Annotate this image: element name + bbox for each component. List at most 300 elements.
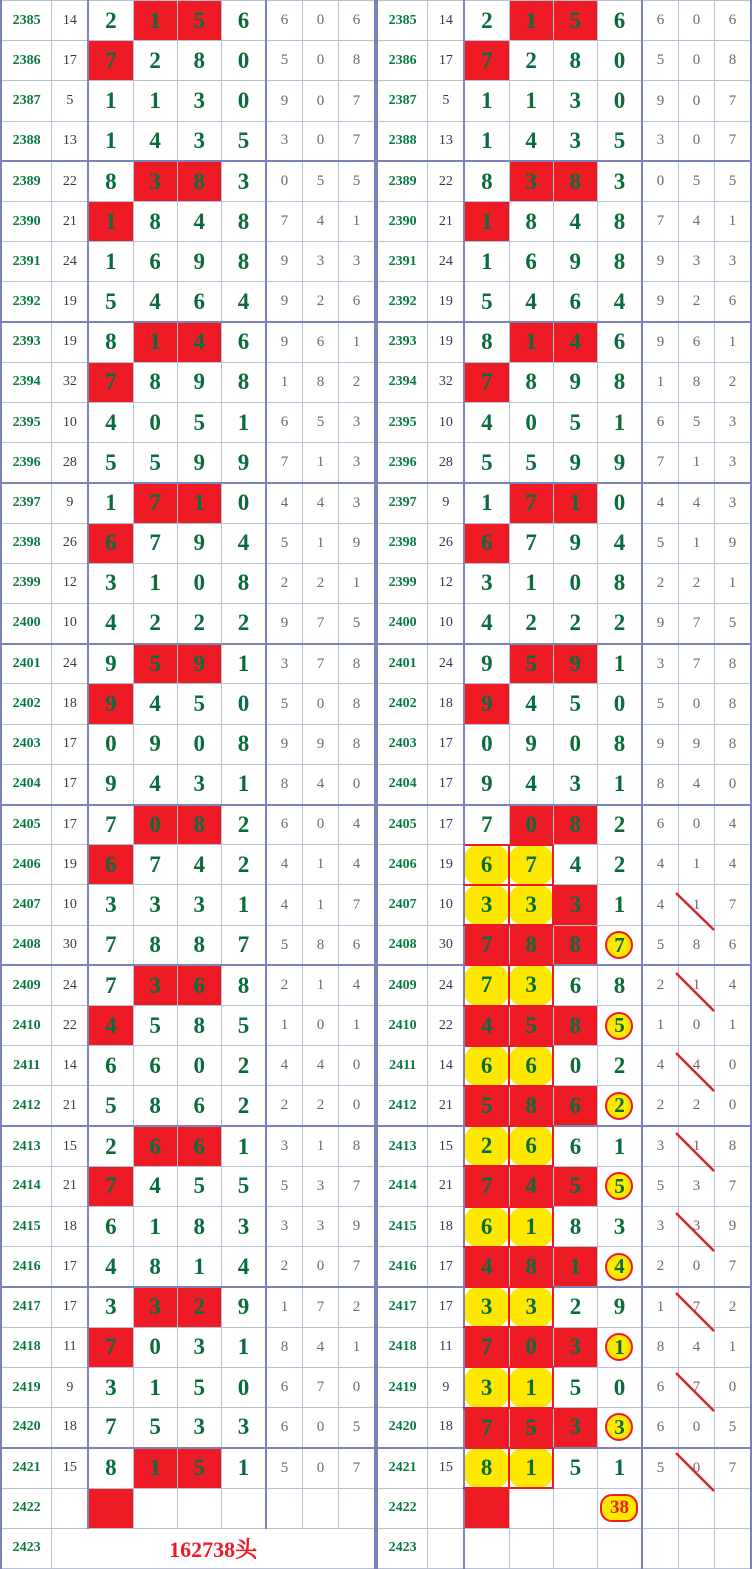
tail-cell: 2 (303, 1086, 339, 1126)
digit-cell (177, 322, 221, 362)
digit-cell (177, 965, 221, 1005)
digit-cell (88, 483, 133, 523)
digit-cell (133, 161, 177, 201)
tail-cell: 0 (679, 1006, 715, 1046)
row-id: 2390 (377, 202, 428, 242)
digit-value: 6 (613, 7, 626, 33)
tail-cell: 0 (679, 1247, 715, 1287)
row-id: 2394 (377, 362, 428, 402)
tail-cell (714, 1488, 751, 1528)
digit-value: 7 (480, 972, 493, 998)
tail-cell: 2 (679, 1086, 715, 1126)
tail-cell: 4 (679, 1327, 715, 1367)
digit-cell (177, 925, 221, 965)
digit-value: 9 (569, 449, 582, 475)
digit-value: 6 (569, 972, 582, 998)
digit-value: 1 (149, 329, 161, 355)
digit-cell (133, 202, 177, 242)
digit-cell (509, 242, 553, 282)
digit-value: 3 (105, 1374, 117, 1400)
digit-cell (133, 925, 177, 965)
digit-cell (553, 925, 597, 965)
row-sum: 21 (428, 1086, 464, 1126)
digit-cell (177, 644, 221, 684)
digit-cell (88, 1488, 133, 1528)
digit-value: 1 (105, 490, 117, 516)
tail-cell: 0 (303, 684, 339, 724)
digit-cell (553, 161, 597, 201)
row-sum: 17 (428, 41, 464, 81)
digit-cell (177, 1488, 221, 1528)
tail-cell: 0 (679, 81, 715, 121)
digit-cell (509, 1086, 553, 1126)
digit-cell (88, 161, 133, 201)
tail-cell: 2 (266, 965, 302, 1005)
row-sum: 30 (428, 925, 464, 965)
tail-cell: 8 (338, 684, 375, 724)
row-sum: 9 (428, 1367, 464, 1407)
digit-value: 9 (149, 731, 161, 757)
table-row (377, 764, 751, 804)
tail-cell: 7 (714, 81, 751, 121)
digit-value: 7 (149, 530, 161, 556)
tail-cell: 7 (338, 1247, 375, 1287)
tail-cell: 2 (266, 1247, 302, 1287)
row-id: 2413 (1, 1126, 52, 1166)
table-row (377, 41, 751, 81)
tail-cell: 6 (714, 1, 751, 41)
digit-value: 4 (149, 1173, 161, 1199)
digit-value: 5 (569, 1173, 582, 1199)
row-id: 2422 (377, 1488, 428, 1528)
digit-value: 0 (193, 1052, 206, 1078)
digit-cell (464, 1367, 509, 1407)
digit-value: 5 (525, 1414, 537, 1440)
tail-cell: 0 (303, 1006, 339, 1046)
digit-value: 0 (105, 731, 117, 757)
digit-cell (221, 1488, 266, 1528)
digit-value: 1 (613, 651, 626, 677)
digit-cell (177, 161, 221, 201)
digit-value: 3 (193, 127, 206, 153)
tail-cell: 9 (642, 282, 678, 322)
row-sum (428, 1528, 464, 1568)
row-sum: 19 (428, 322, 464, 362)
row-sum: 13 (428, 121, 464, 161)
digit-value: 5 (149, 651, 161, 677)
digit-cell (177, 1086, 221, 1126)
tail-cell: 3 (266, 1126, 302, 1166)
digit-cell (221, 1448, 266, 1488)
digit-value: 3 (613, 168, 626, 194)
tail-cell: 8 (338, 1126, 375, 1166)
digit-value: 9 (569, 530, 582, 556)
tail-cell: 3 (642, 1207, 678, 1247)
digit-value: 2 (105, 7, 117, 33)
row-sum: 11 (428, 1327, 464, 1367)
digit-cell (464, 121, 509, 161)
digit-value: 1 (613, 892, 626, 918)
digit-cell (597, 1, 642, 41)
digit-value: 4 (149, 691, 161, 717)
row-id: 2387 (377, 81, 428, 121)
digit-value: 3 (480, 892, 493, 918)
tail-cell: 3 (679, 1166, 715, 1206)
row-sum: 17 (52, 805, 88, 845)
row-id: 2414 (1, 1166, 52, 1206)
digit-cell (133, 1488, 177, 1528)
digit-value: 1 (481, 490, 493, 516)
digit-value: 1 (525, 1454, 537, 1480)
digit-cell (597, 1207, 642, 1247)
row-id: 2386 (1, 41, 52, 81)
tail-cell (642, 1488, 678, 1528)
tail-cell: 0 (679, 1408, 715, 1448)
digit-value: 6 (149, 1052, 161, 1078)
row-sum: 17 (428, 764, 464, 804)
row-id: 2402 (1, 684, 52, 724)
tail-cell: 4 (714, 805, 751, 845)
tail-cell (679, 1528, 715, 1568)
digit-value: 0 (481, 731, 493, 757)
tail-cell: 7 (714, 885, 751, 925)
tail-cell: 2 (642, 965, 678, 1005)
digit-value: 0 (525, 811, 537, 837)
row-id: 2386 (377, 41, 428, 81)
digit-value: 0 (569, 1052, 582, 1078)
digit-cell (597, 1247, 642, 1287)
digit-cell (88, 563, 133, 603)
tail-cell: 0 (679, 805, 715, 845)
table-row (377, 805, 751, 845)
digit-value: 9 (105, 651, 117, 677)
tail-cell: 7 (714, 1247, 751, 1287)
digit-cell (553, 885, 597, 925)
tail-cell: 5 (642, 1448, 678, 1488)
digit-value: 5 (237, 1173, 250, 1199)
table-row (1, 1166, 375, 1206)
digit-cell (597, 1126, 642, 1166)
table-row (1, 1408, 375, 1448)
digit-value: 4 (525, 1173, 537, 1199)
table-row (377, 1528, 751, 1568)
digit-value: 1 (237, 651, 250, 677)
tail-cell: 9 (642, 81, 678, 121)
digit-cell (509, 121, 553, 161)
digit-value: 4 (105, 610, 117, 636)
table-row (1, 925, 375, 965)
digit-cell (553, 483, 597, 523)
tail-cell: 0 (303, 41, 339, 81)
tail-cell: 8 (303, 925, 339, 965)
digit-value: 8 (193, 1012, 206, 1038)
digit-cell (553, 81, 597, 121)
row-sum: 28 (52, 443, 88, 483)
digit-cell (464, 1207, 509, 1247)
right-table (376, 0, 752, 1569)
tail-cell (303, 1488, 339, 1528)
tail-cell: 6 (714, 282, 751, 322)
table-row (377, 1, 751, 41)
tail-cell: 0 (338, 1367, 375, 1407)
digit-cell (553, 1367, 597, 1407)
tail-cell: 4 (266, 845, 302, 885)
tail-cell: 2 (266, 1086, 302, 1126)
tail-cell: 1 (266, 1287, 302, 1327)
tail-cell: 8 (338, 644, 375, 684)
row-id: 2415 (377, 1207, 428, 1247)
tail-cell: 0 (679, 121, 715, 161)
row-id: 2412 (1, 1086, 52, 1126)
row-id: 2419 (377, 1367, 428, 1407)
digit-cell (597, 1528, 642, 1568)
digit-cell (133, 1166, 177, 1206)
tail-cell: 6 (338, 925, 375, 965)
digit-cell (88, 764, 133, 804)
tail-cell: 0 (338, 764, 375, 804)
table-row (377, 121, 751, 161)
tail-cell: 6 (266, 805, 302, 845)
tail-cell: 0 (303, 1408, 339, 1448)
digit-value: 5 (481, 449, 493, 475)
digit-cell (597, 1086, 642, 1126)
digit-value: 2 (237, 851, 250, 877)
row-sum: 26 (52, 523, 88, 563)
tail-cell: 6 (642, 1408, 678, 1448)
row-id: 2401 (377, 644, 428, 684)
tail-cell: 3 (679, 242, 715, 282)
digit-value: 8 (237, 570, 250, 596)
digit-cell (88, 604, 133, 644)
digit-value: 8 (569, 1213, 582, 1239)
digit-cell (464, 1408, 509, 1448)
digit-cell (88, 1367, 133, 1407)
digit-value: 3 (569, 1334, 582, 1360)
digit-cell (509, 1, 553, 41)
row-id: 2401 (1, 644, 52, 684)
table-row (377, 282, 751, 322)
row-sum: 21 (52, 1166, 88, 1206)
tail-cell: 9 (303, 724, 339, 764)
digit-cell (177, 1327, 221, 1367)
digit-cell (509, 362, 553, 402)
row-id: 2423 (377, 1528, 428, 1568)
row-id: 2389 (1, 161, 52, 201)
digit-value: 8 (481, 168, 493, 194)
digit-cell (509, 764, 553, 804)
row-sum: 5 (428, 81, 464, 121)
right-panel (376, 0, 752, 1569)
highlight-chip: 7 (605, 931, 633, 959)
row-id: 2408 (1, 925, 52, 965)
digit-value: 1 (525, 1213, 537, 1239)
digit-cell (464, 1528, 509, 1568)
table-row (1, 644, 375, 684)
digit-cell (88, 1448, 133, 1488)
digit-cell (88, 322, 133, 362)
highlight-chip: 4 (605, 1253, 633, 1281)
digit-cell (464, 202, 509, 242)
digit-value: 5 (149, 449, 161, 475)
digit-cell (133, 1046, 177, 1086)
digit-cell (464, 161, 509, 201)
tail-cell: 7 (338, 1448, 375, 1488)
tail-cell: 4 (679, 764, 715, 804)
digit-value: 6 (193, 972, 206, 998)
tail-cell: 9 (266, 322, 302, 362)
digit-cell (464, 965, 509, 1005)
tail-cell: 5 (266, 925, 302, 965)
digit-value: 7 (149, 851, 161, 877)
row-sum: 18 (428, 1408, 464, 1448)
table-row (377, 1046, 751, 1086)
digit-cell (177, 724, 221, 764)
digit-cell (553, 563, 597, 603)
digit-value: 5 (193, 409, 206, 435)
tail-cell: 5 (338, 161, 375, 201)
digit-cell (221, 161, 266, 201)
row-sum: 18 (52, 684, 88, 724)
digit-cell (597, 885, 642, 925)
tail-cell: 0 (303, 121, 339, 161)
row-id: 2388 (1, 121, 52, 161)
digit-cell (88, 81, 133, 121)
row-id: 2420 (1, 1408, 52, 1448)
digit-cell (221, 885, 266, 925)
digit-value: 9 (569, 651, 582, 677)
digit-cell (464, 644, 509, 684)
tail-cell: 2 (679, 282, 715, 322)
digit-cell (553, 1126, 597, 1166)
digit-cell (464, 483, 509, 523)
row-id: 2392 (1, 282, 52, 322)
digit-cell (597, 1287, 642, 1327)
digit-value: 8 (237, 369, 250, 395)
digit-cell (221, 1126, 266, 1166)
digit-cell (177, 202, 221, 242)
tail-cell: 7 (679, 604, 715, 644)
digit-value: 1 (149, 88, 161, 113)
digit-cell (177, 764, 221, 804)
digit-cell (133, 1247, 177, 1287)
tail-cell: 0 (303, 1247, 339, 1287)
table-row (1, 563, 375, 603)
tail-cell: 1 (679, 885, 715, 925)
digit-cell (133, 322, 177, 362)
digit-cell (509, 1327, 553, 1367)
row-id: 2399 (377, 563, 428, 603)
digit-cell (553, 322, 597, 362)
tail-cell: 3 (303, 1207, 339, 1247)
digit-value: 9 (613, 449, 626, 475)
digit-cell (133, 242, 177, 282)
tail-cell: 1 (679, 965, 715, 1005)
digit-cell (177, 121, 221, 161)
tail-cell: 7 (714, 121, 751, 161)
digit-cell (597, 362, 642, 402)
digit-cell (509, 644, 553, 684)
tail-cell: 0 (714, 764, 751, 804)
digit-cell (221, 121, 266, 161)
digit-cell (88, 282, 133, 322)
tail-cell: 4 (642, 1046, 678, 1086)
row-sum: 10 (428, 885, 464, 925)
digit-cell (553, 1448, 597, 1488)
digit-cell (221, 1166, 266, 1206)
tail-cell: 1 (714, 1006, 751, 1046)
tail-cell: 1 (642, 1287, 678, 1327)
digit-cell (177, 1, 221, 41)
tail-cell: 4 (642, 845, 678, 885)
tail-cell: 7 (642, 202, 678, 242)
digit-value: 2 (569, 1294, 582, 1320)
row-sum: 18 (428, 684, 464, 724)
digit-cell (509, 1247, 553, 1287)
digit-value: 5 (481, 1093, 493, 1119)
tail-cell: 4 (266, 483, 302, 523)
table-row (377, 1207, 751, 1247)
digit-cell (133, 845, 177, 885)
digit-value: 4 (613, 530, 626, 556)
digit-cell (221, 1046, 266, 1086)
digit-value: 5 (569, 409, 582, 435)
digit-cell (177, 1408, 221, 1448)
row-sum: 24 (52, 965, 88, 1005)
tail-cell: 6 (303, 322, 339, 362)
tail-cell: 9 (714, 523, 751, 563)
row-id: 2391 (1, 242, 52, 282)
digit-cell (597, 1046, 642, 1086)
row-id: 2396 (1, 443, 52, 483)
digit-value: 7 (105, 932, 117, 958)
digit-value: 4 (237, 530, 250, 556)
tail-cell: 5 (714, 604, 751, 644)
row-sum: 17 (428, 724, 464, 764)
digit-value: 3 (480, 1294, 493, 1320)
tail-cell: 3 (338, 403, 375, 443)
digit-cell (553, 805, 597, 845)
tail-cell: 8 (679, 362, 715, 402)
digit-value: 9 (193, 530, 206, 556)
tail-cell: 6 (679, 322, 715, 362)
digit-value: 7 (481, 369, 493, 395)
row-sum: 10 (52, 403, 88, 443)
digit-value: 8 (525, 1093, 537, 1119)
digit-cell (177, 1006, 221, 1046)
digit-cell (553, 1408, 597, 1448)
tail-cell: 5 (266, 41, 302, 81)
digit-cell (597, 523, 642, 563)
digit-cell (133, 1287, 177, 1327)
digit-value: 8 (481, 329, 493, 355)
digit-value: 1 (193, 490, 206, 516)
table-row (1, 121, 375, 161)
digit-cell (464, 1126, 509, 1166)
table-row (377, 81, 751, 121)
row-sum: 17 (52, 1247, 88, 1287)
digit-value: 6 (105, 1213, 117, 1239)
tail-cell: 1 (338, 322, 375, 362)
digit-value: 8 (613, 248, 626, 274)
tail-cell (266, 1488, 302, 1528)
tail-cell: 3 (338, 242, 375, 282)
digit-cell (464, 805, 509, 845)
digit-value: 4 (193, 208, 206, 234)
tail-cell: 1 (679, 443, 715, 483)
digit-value: 8 (525, 208, 537, 234)
digit-value: 3 (237, 1213, 250, 1239)
digit-cell (177, 242, 221, 282)
